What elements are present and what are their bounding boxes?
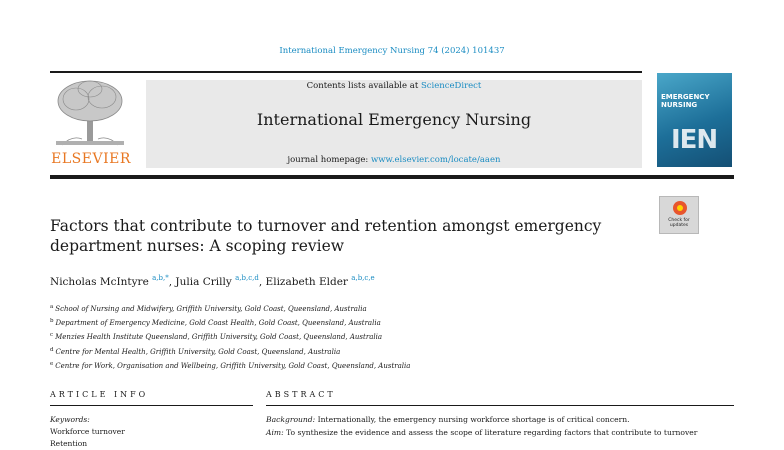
author-affiliation-marks[interactable]: a,b,c,d [235, 274, 259, 282]
journal-title: International Emergency Nursing [256, 110, 532, 129]
affiliation-list [50, 301, 410, 372]
abstract-lead: Background: [266, 415, 316, 424]
article-info-rule [50, 405, 253, 406]
abstract-paragraph [266, 414, 736, 427]
affiliation-mark: e [50, 360, 54, 367]
elsevier-tree-icon [52, 79, 128, 149]
affiliation-text: Centre for Work, Organisation and Wellbeing, Griffith University, Gold Coast, Queensland, Australia [55, 361, 411, 370]
author-affiliation-marks[interactable]: a,b,c,e [351, 274, 375, 282]
elsevier-wordmark: ELSEVIER [51, 151, 131, 167]
journal-cover-image[interactable] [657, 73, 732, 167]
keywords-heading: Keywords: [50, 415, 90, 424]
article-title: Factors that contribute to turnover and retention amongst emergency department nurses: A scoping review [50, 217, 602, 255]
abstract-heading: ABSTRACT [266, 390, 336, 399]
affiliation-text: Department of Emergency Medicine, Gold Coast Health, Gold Coast, Queensland, Australia [55, 319, 381, 328]
article-info-heading: ARTICLE INFO [50, 390, 149, 399]
affiliation-mark: d [50, 346, 54, 353]
author-affiliation-marks[interactable]: a,b,* [152, 274, 169, 282]
keyword-item: Retention [50, 439, 88, 448]
author-name[interactable]: Julia Crilly [175, 276, 232, 288]
contents-prefix: Contents lists available at [306, 81, 419, 91]
affiliation-mark: b [50, 318, 54, 325]
abstract-block [266, 414, 736, 439]
author-name[interactable]: Nicholas McIntyre [50, 276, 149, 288]
affiliation-mark: c [50, 332, 54, 339]
elsevier-logo[interactable] [50, 79, 132, 169]
homepage-link[interactable]: www.elsevier.com/locate/aaen [371, 155, 501, 165]
check-updates-icon [673, 201, 687, 215]
abstract-text: Internationally, the emergency nursing workforce shortage is of critical concern. [315, 415, 630, 424]
abstract-lead: Aim: [266, 427, 284, 437]
abstract-rule [266, 405, 734, 406]
check-updates-label: Check for updates [668, 218, 690, 228]
cover-title: EMERGENCY NURSING [661, 93, 710, 109]
author-separator: , [258, 276, 266, 288]
abstract-text: To synthesize the evidence and assess the scope of literature regarding factors that contribute to turnover [283, 427, 698, 437]
keyword-item: Workforce turnover [50, 427, 125, 436]
header-divider [50, 175, 734, 179]
keyword-list [50, 426, 125, 450]
affiliation-text: Menzies Health Institute Queensland, Griffith University, Gold Coast, Queensland, Australia [55, 333, 383, 342]
affiliation-item [50, 344, 410, 358]
author-list [50, 274, 375, 288]
abstract-paragraph [266, 427, 736, 440]
homepage-line [146, 155, 642, 165]
cover-logo: IEN [671, 125, 718, 155]
check-for-updates-button[interactable] [659, 196, 699, 234]
affiliation-item [50, 329, 410, 343]
sciencedirect-link[interactable]: ScienceDirect [420, 81, 482, 91]
keywords-block [50, 414, 125, 450]
homepage-prefix: journal homepage: [287, 155, 369, 165]
top-rule [50, 71, 642, 73]
affiliation-item [50, 315, 410, 329]
journal-reference[interactable]: International Emergency Nursing 74 (2024) 101437 [279, 46, 505, 56]
contents-line [146, 81, 642, 91]
affiliation-text: Centre for Mental Health, Griffith University, Gold Coast, Queensland, Australia [55, 347, 341, 356]
author-name[interactable]: Elizabeth Elder [265, 276, 348, 288]
affiliation-item [50, 301, 410, 315]
author-separator: , [168, 276, 176, 288]
affiliation-mark: a [50, 304, 54, 310]
affiliation-item [50, 358, 410, 372]
affiliation-text: School of Nursing and Midwifery, Griffith University, Gold Coast, Queensland, Australia [55, 305, 367, 313]
